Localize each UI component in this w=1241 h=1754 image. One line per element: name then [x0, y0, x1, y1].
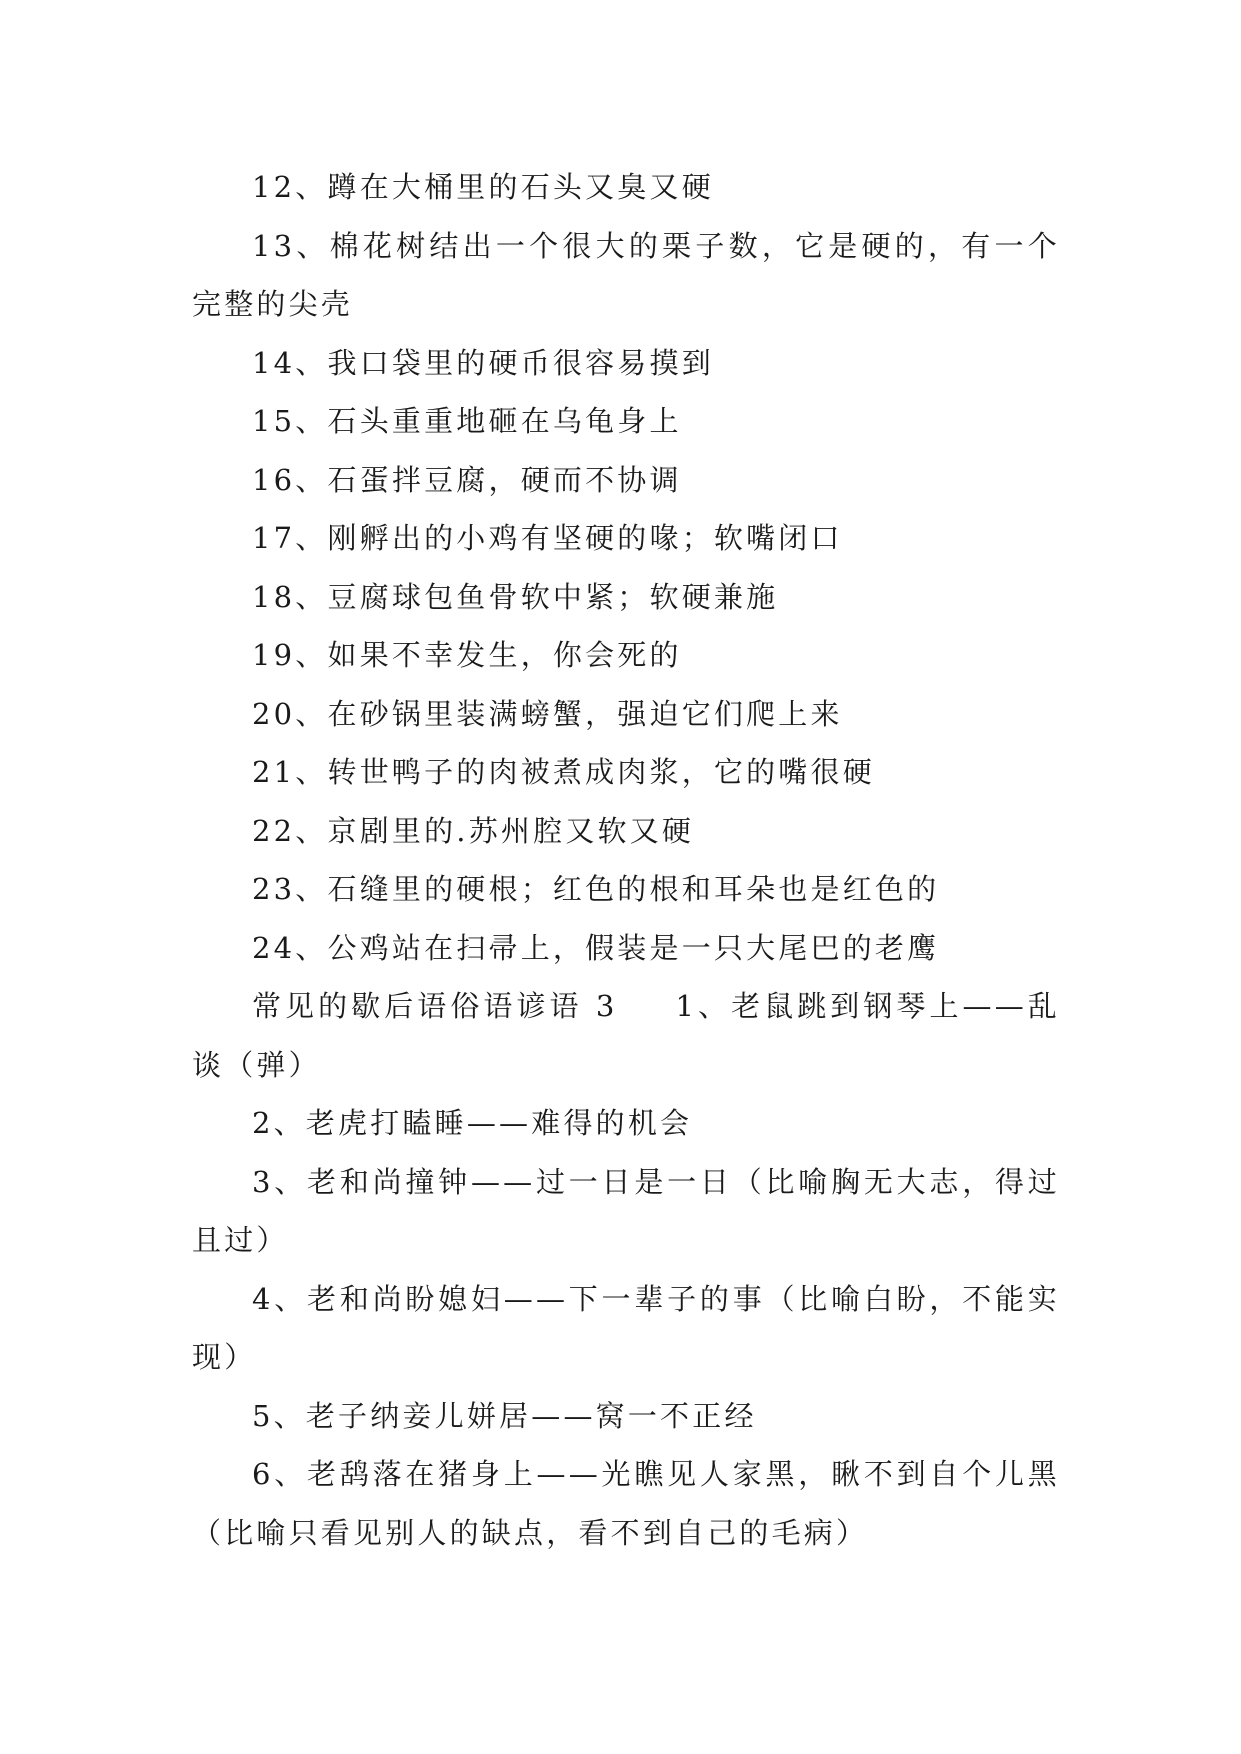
paragraph-14: 14、我口袋里的硬币很容易摸到 — [252, 345, 714, 380]
section-item-1: 1、老鼠跳到钢琴上——乱谈（弹） — [192, 989, 1060, 1082]
paragraph-16: 16、石蛋拌豆腐，硬而不协调 — [252, 462, 682, 497]
section-item-6: 6、老鸹落在猪身上——光瞧见人家黑，瞅不到自个儿黑（比喻只看见别人的缺点，看不到自己的毛病） — [192, 1457, 1060, 1550]
section-heading: 常见的歇后语俗语谚语 3 — [252, 989, 618, 1023]
paragraph-17: 17、刚孵出的小鸡有坚硬的喙；软嘴闭口 — [252, 521, 843, 555]
paragraph-18: 18、豆腐球包鱼骨软中紧；软硬兼施 — [252, 579, 779, 614]
document-body — [192, 158, 1060, 1562]
paragraph-15: 15、石头重重地砸在乌龟身上 — [252, 404, 682, 438]
paragraph-22: 22、京剧里的.苏州腔又软又硬 — [252, 813, 695, 848]
paragraph-20: 20、在砂锅里装满螃蟹，强迫它们爬上来 — [252, 696, 843, 731]
paragraph-23: 23、石缝里的硬根；红色的根和耳朵也是红色的 — [252, 872, 940, 906]
paragraph-21: 21、转世鸭子的肉被煮成肉浆，它的嘴很硬 — [252, 755, 875, 789]
paragraph-19: 19、如果不幸发生，你会死的 — [252, 638, 682, 672]
paragraph-12: 12、蹲在大桶里的石头又臭又硬 — [252, 170, 714, 204]
section-item-5: 5、老子纳妾儿姘居——窝一不正经 — [252, 1398, 757, 1433]
section-item-3: 3、老和尚撞钟——过一日是一日（比喻胸无大志，得过且过） — [192, 1164, 1060, 1257]
paragraph-24: 24、公鸡站在扫帚上，假装是一只大尾巴的老鹰 — [252, 930, 940, 965]
section-item-2: 2、老虎打瞌睡——难得的机会 — [252, 1106, 693, 1140]
section-item-4: 4、老和尚盼媳妇——下一辈子的事（比喻白盼，不能实现） — [192, 1281, 1060, 1374]
section-intro-paragraph — [192, 977, 1060, 1094]
paragraph-13: 13、棉花树结出一个很大的栗子数，它是硬的，有一个完整的尖壳 — [192, 228, 1060, 321]
